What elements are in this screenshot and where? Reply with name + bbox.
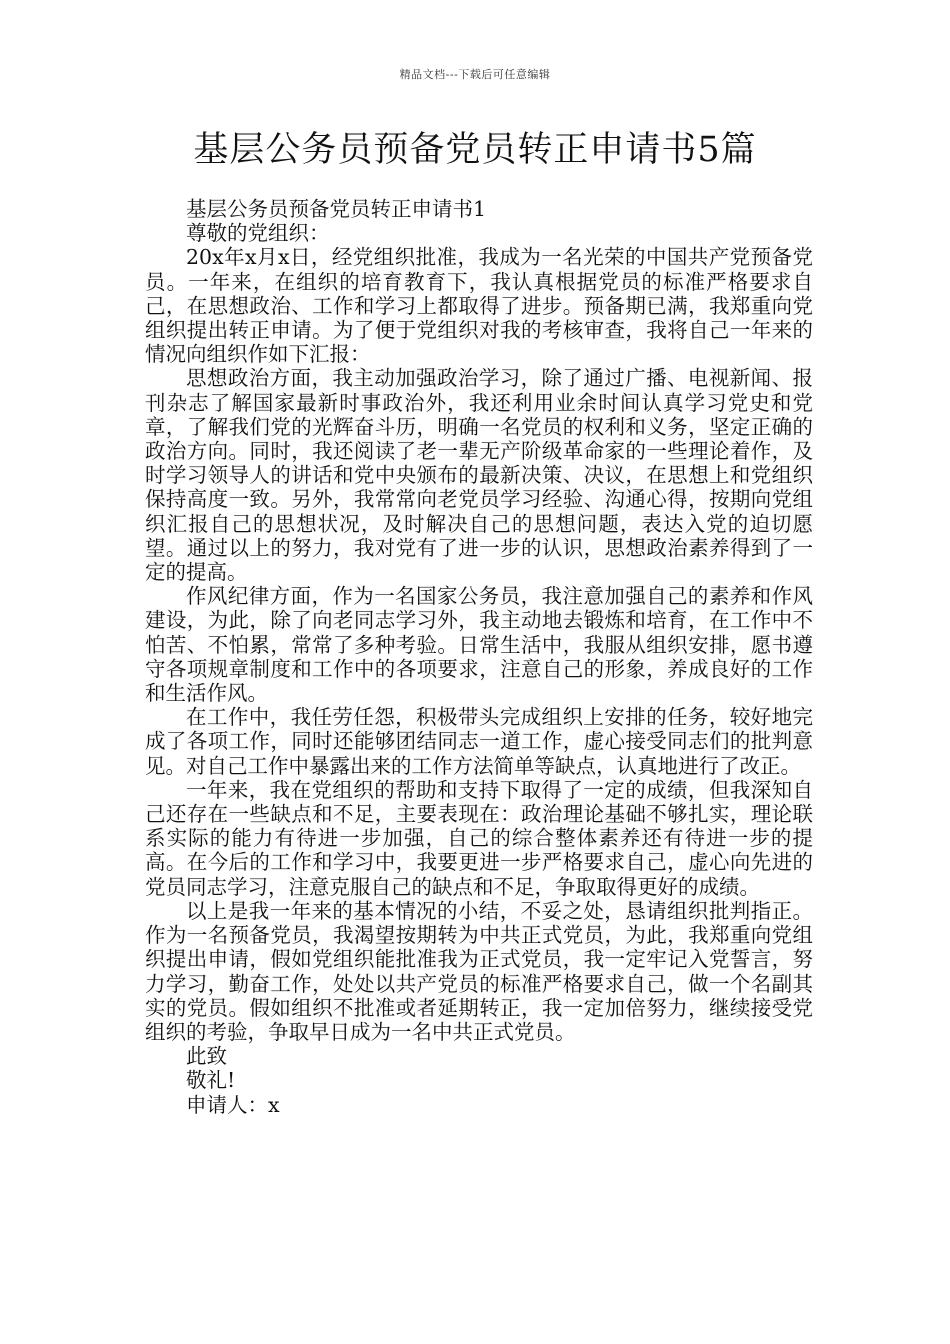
section-heading: 基层公务员预备党员转正申请书1 — [186, 197, 487, 221]
document-body — [145, 197, 813, 1117]
applicant-signature: 申请人：x — [186, 1092, 280, 1117]
header-note: 精品文档---下载后可任意编辑 — [399, 68, 551, 81]
salutation: 尊敬的党组织： — [186, 221, 330, 246]
document-title: 基层公务员预备党员转正申请书5篇 — [193, 130, 757, 170]
closing-line: 此致 — [186, 1044, 227, 1069]
closing-greeting: 敬礼! — [186, 1068, 236, 1093]
paragraph: 20x年x月x日，经党组织批准，我成为一名光荣的中国共产党预备党员。一年来，在组织的培育教育下，我认真根据党员的标准严格要求自己，在思想政治、工作和学习上都取得了进步。预备期已满，我郑重向党组织提出转正申请。为了便于党组织对我的考核审查，我将自己一年来的情况向组织作如下汇报： — [145, 245, 813, 367]
paragraph: 作风纪律方面，作为一名国家公务员，我注意加强自己的素养和作风建设，为此，除了向老同志学习外，我主动地去锻炼和培育，在工作中不怕苦、不怕累，常常了多种考验。日常生活中，我服从组织安排，愿书遵守各项规章制度和工作中的各项要求，注意自己的形象，养成良好的工作和生活作风。 — [145, 584, 813, 706]
paragraph: 以上是我一年来的基本情况的小结，不妥之处，恳请组织批判指正。作为一名预备党员，我渴望按期转为中共正式党员，为此，我郑重向党组织提出申请，假如党组织能批准我为正式党员，我一定牢记入党誓言，努力学习，勤奋工作，处处以共产党员的标准严格要求自己，做一个名副其实的党员。假如组织不批准或者延期转正，我一定加倍努力，继续接受党组织的考验，争取早日成为一名中共正式党员。 — [145, 898, 813, 1044]
paragraph: 在工作中，我任劳任怨，积极带头完成组织上安排的任务，较好地完成了各项工作，同时还能够团结同志一道工作，虚心接受同志们的批判意见。对自己工作中暴露出来的工作方法简单等缺点，认真地进行了改正。 — [145, 705, 813, 778]
paragraph: 思想政治方面，我主动加强政治学习，除了通过广播、电视新闻、报刊杂志了解国家最新时事政治外，我还利用业余时间认真学习党史和党章，了解我们党的光辉奋斗历，明确一名党员的权利和义务，坚定正确的政治方向。同时，我还阅读了老一辈无产阶级革命家的一些理论着作，及时学习领导人的讲话和党中央颁布的最新决策、决议，在思想上和党组织保持高度一致。另外，我常常向老党员学习经验、沟通心得，按期向党组织汇报自己的思想状况，及时解决自己的思想问题，表达入党的迫切愿望。通过以上的努力，我对党有了进一步的认识，思想政治素养得到了一定的提高。 — [145, 366, 813, 585]
paragraph: 一年来，我在党组织的帮助和支持下取得了一定的成绩，但我深知自己还存在一些缺点和不足，主要表现在：政治理论基础不够扎实，理论联系实际的能力有待进一步加强，自己的综合整体素养还有待进一步的提高。在今后的工作和学习中，我要更进一步严格要求自己，虚心向先进的党员同志学习，注意克服自己的缺点和不足，争取取得更好的成绩。 — [145, 777, 813, 899]
